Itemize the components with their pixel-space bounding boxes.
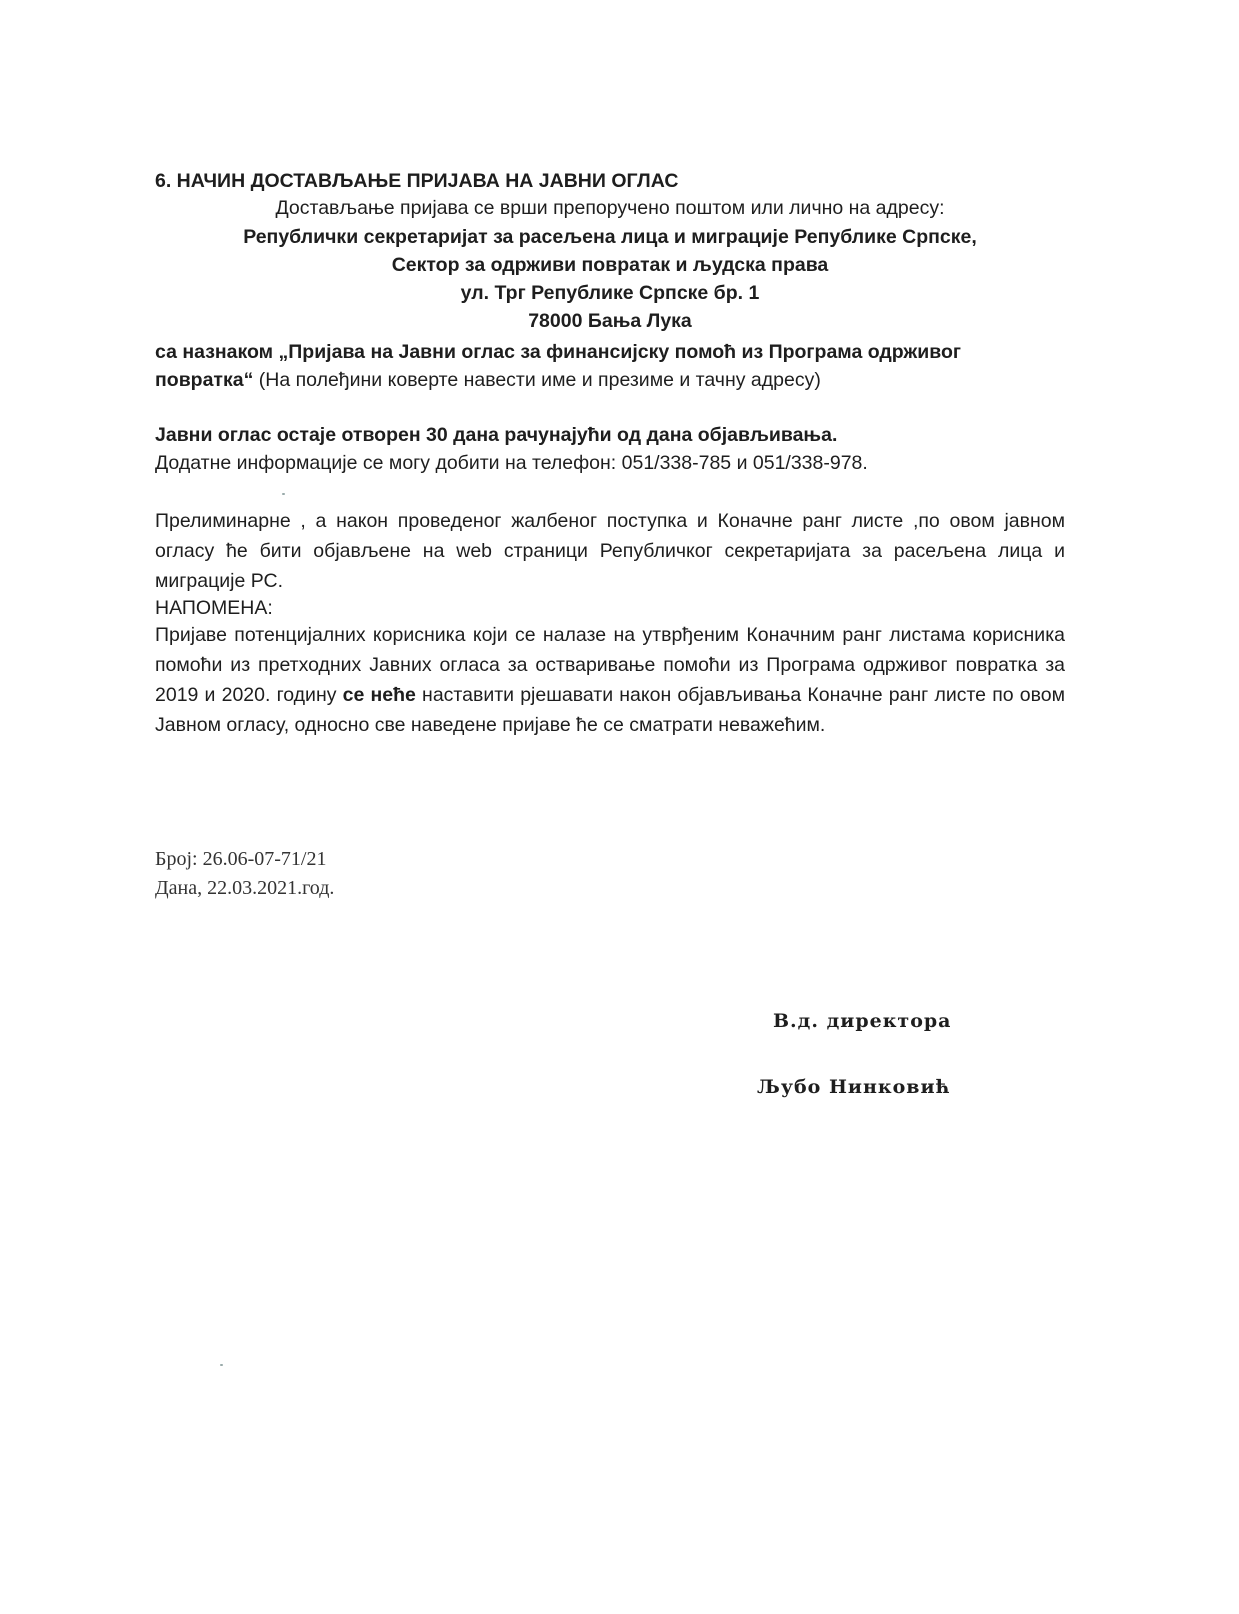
napomena-text-part1: Пријаве потенцијалних корисника који се налазе на утврђеним Коначним ранг листама корисника помоћи из претходних Јавних огласа за остваривање помоћи из Програма одрживог повратка за 2019 и 2020. годину: [155, 624, 1065, 706]
napomena-text: [155, 620, 1065, 740]
napomena-bold: се неће: [342, 684, 423, 706]
marking-bold-end: повратка“: [155, 369, 254, 391]
scan-speck: [220, 1364, 223, 1366]
reference-number: Број: 26.06-07-71/21: [155, 848, 327, 870]
napomena-label: НАПОМЕНА:: [155, 597, 273, 619]
marking-bold-line: са назнаком „Пријава на Јавни оглас за финансијску помоћ из Програма одрживог: [155, 341, 962, 363]
marking-note: (На полеђини коверте навести име и презиме и тачну адресу): [253, 369, 821, 391]
reference-date: Дана, 22.03.2021.год.: [155, 877, 335, 899]
open-period-text: Јавни оглас остаје отворен 30 дана рачунајући од дана објављивања.: [155, 424, 838, 446]
scan-speck: [282, 493, 285, 495]
delivery-intro: Достављање пријава се врши препоручено поштом или лично на адресу:: [275, 197, 945, 219]
address-line-3: ул. Трг Републике Српске бр. 1: [460, 282, 760, 304]
marking-second-line: [155, 366, 1065, 394]
signature-name: Љубо Нинковић: [757, 1076, 951, 1098]
address-line-4: 78000 Бања Лука: [528, 310, 692, 332]
address-line-2: Сектор за одрживи повратак и људска права: [391, 254, 829, 276]
address-line-1: Републички секретаријат за расељена лица и миграције Републике Српске,: [243, 226, 977, 248]
signature-title: В.д. директора: [773, 1010, 952, 1032]
section-heading: 6. НАЧИН ДОСТАВЉАЊЕ ПРИЈАВА НА ЈАВНИ ОГЛАС: [155, 170, 679, 192]
napomena-text-part2: наставити рјешавати након објављивања Коначне ранг листе по овом Јавном огласу, односно све наведене пријаве ће се сматрати неважећим.: [155, 684, 1065, 736]
publication-note: Прелиминарне , а након проведеног жалбеног поступка и Коначне ранг листе ,по овом јавном огласу ће бити објављене на web страници Републичког секретаријата за расељена лица и миграције РС.: [155, 510, 1065, 592]
marking-paragraph: [155, 338, 1065, 394]
info-phone-text: Додатне информације се могу добити на телефон: 051/338-785 и 051/338-978.: [155, 452, 868, 474]
